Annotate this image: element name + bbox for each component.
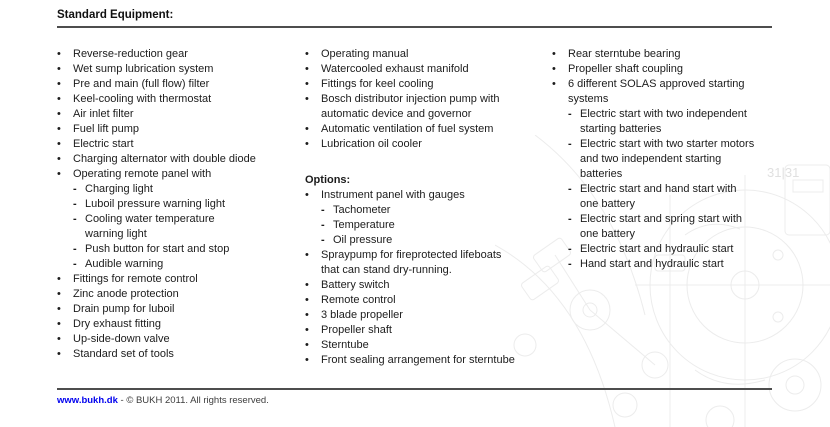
bullet-icon: • [305,93,309,105]
item-text: Bosch distributor injection pump with [321,93,500,105]
item-text: Automatic ventilation of fuel system [321,123,494,135]
item-text: Keel-cooling with thermostat [73,93,212,105]
equipment-subitem-line [57,182,297,197]
item-text: batteries [580,168,623,180]
bullet-icon: • [305,294,309,306]
dash-icon: - [321,234,325,246]
bullet-icon: • [57,318,61,330]
equipment-subitem-line [305,218,547,233]
item-text: Push button for start and stop [85,243,230,255]
equipment-item-line [305,188,547,203]
equipment-subitem-line [552,257,794,272]
item-text: Up-side-down valve [73,333,170,345]
indent-spacer [568,227,580,242]
equipment-item-line [57,167,297,182]
bullet-icon: • [57,123,61,135]
bullet-icon: • [305,189,309,201]
equipment-column-1 [57,47,297,362]
equipment-item-line [57,152,297,167]
item-text: 6 different SOLAS approved starting [568,78,745,90]
equipment-subitem-line [57,227,297,242]
bullet-icon: • [57,348,61,360]
indent-spacer [305,107,321,122]
dash-icon: - [73,243,77,255]
item-text: Reverse-reduction gear [73,48,188,60]
indent-spacer [568,197,580,212]
item-text: systems [568,93,609,105]
item-text: Standard set of tools [73,348,174,360]
bullet-icon: • [57,288,61,300]
item-text: Fittings for remote control [73,273,198,285]
equipment-subitem-line [305,203,547,218]
dash-icon: - [73,213,77,225]
item-text: Tachometer [333,204,391,216]
equipment-item-line [305,137,547,152]
item-text: Pre and main (full flow) filter [73,78,210,90]
item-text: Operating remote panel with [73,168,212,180]
item-text: Charging light [85,183,153,195]
item-text: Fuel lift pump [73,123,140,135]
bullet-icon: • [57,93,61,105]
item-text: Luboil pressure warning light [85,198,226,210]
item-text: Charging alternator with double diode [73,153,256,165]
footer-rule [57,388,772,390]
item-text: Electric start and spring start with [580,213,743,225]
equipment-subitem-line [552,122,794,137]
bullet-icon: • [57,153,61,165]
item-text: Propeller shaft coupling [568,63,683,75]
equipment-subitem-line [552,227,794,242]
item-text: automatic device and governor [321,108,472,120]
indent-spacer [73,227,85,242]
item-text: Zinc anode protection [73,288,179,300]
equipment-subitem-line [552,212,794,227]
indent-spacer [568,152,580,167]
item-text: Battery switch [321,279,390,291]
equipment-item-line [305,122,547,137]
bullet-icon: • [305,339,309,351]
equipment-item-line [305,338,547,353]
bullet-icon: • [305,324,309,336]
equipment-item-line [57,92,297,107]
bullet-icon: • [552,63,556,75]
equipment-item-line [57,47,297,62]
equipment-item-line [57,302,297,317]
indent-spacer [305,263,321,278]
bullet-icon: • [552,78,556,90]
bullet-icon: • [305,78,309,90]
equipment-item-line [552,77,794,92]
bullet-icon: • [57,78,61,90]
equipment-subitem-line [552,107,794,122]
indent-spacer [568,122,580,137]
item-text: Sterntube [321,339,369,351]
bullet-icon: • [552,48,556,60]
item-text: that can stand dry-running. [321,264,452,276]
equipment-item-line [305,47,547,62]
section-heading: Options: [305,174,351,186]
equipment-item-line [305,308,547,323]
item-text: Electric start and hand start with [580,183,737,195]
equipment-item-line [552,47,794,62]
equipment-subitem-line [552,197,794,212]
equipment-subitem-line [552,182,794,197]
bullet-icon: • [57,63,61,75]
bullet-icon: • [57,273,61,285]
item-text: Electric start with two starter motors [580,138,755,150]
item-text: Fittings for keel cooling [321,78,434,90]
equipment-item-line [305,248,547,263]
equipment-item-line [305,263,547,278]
equipment-item-line [57,77,297,92]
dash-icon: - [73,198,77,210]
item-text: Lubrication oil cooler [321,138,422,150]
item-text: Wet sump lubrication system [73,63,214,75]
equipment-item-line [57,122,297,137]
item-text: and two independent starting [580,153,722,165]
equipment-item-line [305,77,547,92]
item-text: Dry exhaust fitting [73,318,162,330]
equipment-item-line [57,287,297,302]
item-text: one battery [580,228,636,240]
item-text: Instrument panel with gauges [321,189,465,201]
item-text: Remote control [321,294,396,306]
equipment-item-line [552,62,794,77]
watermark-number-label: 31|31 [767,165,800,180]
equipment-item-line [57,317,297,332]
dash-icon: - [568,213,572,225]
item-text: Propeller shaft [321,324,392,336]
equipment-subitem-line [305,233,547,248]
bullet-icon: • [305,309,309,321]
item-text: Operating manual [321,48,409,60]
dash-icon: - [321,204,325,216]
indent-spacer [568,167,580,182]
equipment-subitem-line [57,257,297,272]
equipment-column-2 [305,47,547,368]
bullet-icon: • [57,303,61,315]
equipment-subitem-line [57,212,297,227]
equipment-subitem-line [57,197,297,212]
item-text: Hand start and hydraulic start [580,258,724,270]
bullet-icon: • [305,354,309,366]
item-text: Cooling water temperature [85,213,215,225]
equipment-subitem-line [552,152,794,167]
bullet-icon: • [305,63,309,75]
bullet-icon: • [57,48,61,60]
item-text: Rear sterntube bearing [568,48,681,60]
dash-icon: - [321,219,325,231]
equipment-subitem-line [57,242,297,257]
bullet-icon: • [305,249,309,261]
bullet-icon: • [305,123,309,135]
item-text: Electric start and hydraulic start [580,243,734,255]
equipment-item-line [57,62,297,77]
equipment-item-line [57,107,297,122]
equipment-item-line [57,347,297,362]
bullet-icon: • [57,108,61,120]
item-text: Watercooled exhaust manifold [321,63,469,75]
equipment-item-line [305,353,547,368]
equipment-item-line [552,92,794,107]
footer [57,395,269,406]
equipment-subitem-line [552,242,794,257]
equipment-item-line [57,272,297,287]
dash-icon: - [73,258,77,270]
dash-icon: - [568,243,572,255]
bullet-icon: • [57,333,61,345]
equipment-item-line [305,278,547,293]
item-text: Electric start [73,138,134,150]
footer-copyright-text: - © BUKH 2011. All rights reserved. [117,395,269,406]
page-title: Standard Equipment: [57,9,174,21]
item-text: starting batteries [580,123,662,135]
footer-website-link[interactable]: www.bukh.dk [57,395,118,406]
indent-spacer [552,92,568,107]
item-text: Audible warning [85,258,164,270]
dash-icon: - [568,108,572,120]
item-text: Front sealing arrangement for sterntube [321,354,515,366]
bullet-icon: • [305,138,309,150]
item-text: one battery [580,198,636,210]
equipment-item-line [57,137,297,152]
bullet-icon: • [57,138,61,150]
dash-icon: - [568,258,572,270]
item-text: Air inlet filter [73,108,134,120]
item-text: Drain pump for luboil [73,303,175,315]
item-text: 3 blade propeller [321,309,403,321]
header-rule [57,26,772,28]
item-text: Spraypump for fireprotected lifeboats [321,249,502,261]
item-text: warning light [85,228,147,240]
equipment-item-line [305,323,547,338]
dash-icon: - [568,138,572,150]
bullet-icon: • [305,48,309,60]
item-text: Oil pressure [333,234,393,246]
equipment-subitem-line [552,167,794,182]
dash-icon: - [568,183,572,195]
equipment-column-3 [552,47,794,272]
equipment-item-line [305,107,547,122]
equipment-item-line [305,62,547,77]
item-text: Temperature [333,219,395,231]
dash-icon: - [73,183,77,195]
bullet-icon: • [305,279,309,291]
item-text: Electric start with two independent [580,108,747,120]
equipment-item-line [57,332,297,347]
equipment-item-line [305,92,547,107]
equipment-subitem-line [552,137,794,152]
equipment-item-line [305,293,547,308]
bullet-icon: • [57,168,61,180]
